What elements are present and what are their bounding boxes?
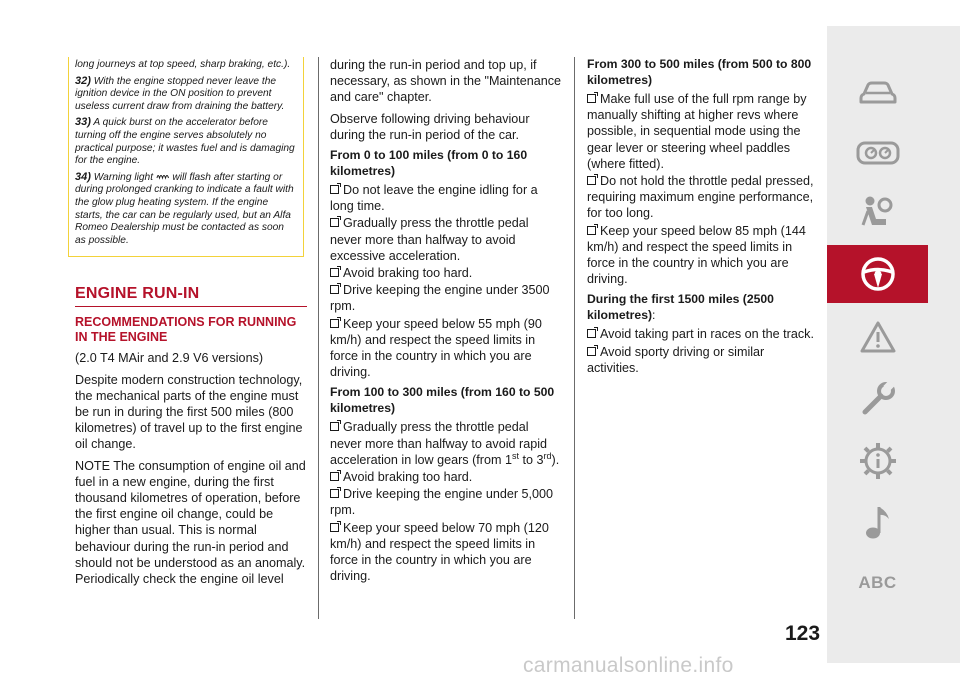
section-body	[75, 350, 307, 587]
versions-text: (2.0 T4 MAir and 2.9 V6 versions)	[75, 351, 264, 366]
checkbox-bullet-icon	[330, 218, 339, 227]
airbag-seat-icon	[858, 195, 898, 231]
sidebar-item-index[interactable]	[827, 554, 928, 612]
note-intro: long journeys at top speed, sharp braking, etc.).	[75, 59, 291, 70]
car-icon	[858, 80, 898, 106]
note-32-number: 32)	[75, 74, 91, 87]
glow-plug-warning-icon	[156, 172, 173, 182]
observe-text: Observe following driving behaviour during the run-in period of the car.	[330, 111, 530, 142]
list-item: Keep your speed below 70 mph (120 km/h) and respect the speed limits in force in the country in which you are driving.	[330, 520, 549, 584]
note-32	[75, 75, 297, 114]
heading-300-500: From 300 to 500 miles (from 500 to 800 kilometres)	[587, 57, 812, 87]
checkbox-bullet-icon	[587, 329, 596, 338]
list-item: Keep your speed below 55 mph (90 km/h) and respect the speed limits in force in the country in which you are driving.	[330, 316, 542, 380]
heading-100-300: From 100 to 300 miles (from 160 to 500 kilometres)	[330, 385, 555, 415]
note-34-post: will flash after starting or during prolonged cranking to indicate a fault with the glow plug heating system. If the engine starts, the car can be regularly used, but an Alfa Romeo Dealership must be contacted as soon as possible.	[75, 171, 294, 246]
heading-0-100: From 0 to 100 miles (from 0 to 160 kilometres)	[330, 148, 528, 178]
checkbox-bullet-icon	[330, 489, 339, 498]
list-item: Drive keeping the engine under 3500 rpm.	[330, 283, 550, 314]
list-item: Gradually press the throttle pedal never more than halfway to avoid rapid acceleration in low gears (from 1st to 3rd).	[330, 420, 560, 467]
sidebar-item-car[interactable]	[827, 64, 928, 122]
checkbox-bullet-icon	[330, 472, 339, 481]
section-title: ENGINE RUN-IN	[75, 285, 307, 307]
notes-box	[68, 57, 304, 257]
note-32-text: With the engine stopped never leave the ignition device in the ON position to prevent useless current draw from draining the battery.	[75, 75, 285, 112]
list-item: Avoid sporty driving or similar activities.	[587, 344, 765, 375]
checkbox-bullet-icon	[587, 226, 596, 235]
checkbox-bullet-icon	[330, 422, 339, 431]
checkbox-bullet-icon	[587, 94, 596, 103]
abc-label: ABC	[858, 573, 897, 592]
paragraph-1: Despite modern construction technology, the mechanical parts of the engine must be run in during the first 500 miles (800 kilometres) of travel up to the first engine oil change.	[75, 372, 303, 452]
paragraph-2: NOTE The consumption of engine oil and fuel in a new engine, during the first thousand kilometres of operation, before the first engine oil change, could be higher than usual. This is normal behaviour during the run-in period and should not be understood as an anomaly. Periodically check the engine oil level	[75, 458, 306, 586]
checkbox-bullet-icon	[587, 176, 596, 185]
heading-first-1500: During the first 1500 miles (2500 kilometres):	[587, 292, 774, 322]
sidebar-item-driving[interactable]	[827, 245, 928, 303]
column-divider-1	[318, 57, 319, 619]
column-1	[75, 57, 307, 592]
sidebar-item-multimedia[interactable]	[827, 493, 928, 551]
wrench-icon	[859, 380, 897, 418]
note-33	[75, 116, 297, 167]
list-item: Do not hold the throttle pedal pressed, requiring maximum engine performance, for too long.	[587, 174, 814, 221]
checkbox-bullet-icon	[330, 285, 339, 294]
page-number: 123	[785, 622, 821, 645]
gear-info-icon	[858, 441, 898, 481]
chapter-sidebar	[827, 26, 960, 663]
list-item: Gradually press the throttle pedal never more than halfway to avoid excessive acceleration.	[330, 216, 529, 263]
sidebar-item-technical[interactable]	[827, 432, 928, 490]
sidebar-item-instruments[interactable]	[827, 124, 928, 182]
checkbox-bullet-icon	[330, 268, 339, 277]
note-34-number: 34)	[75, 170, 91, 183]
music-note-icon	[863, 503, 893, 541]
list-item: Keep your speed below 85 mph (144 km/h) and respect the speed limits in force in the country in which you are driving.	[587, 223, 806, 287]
instrument-panel-icon	[856, 140, 900, 166]
list-item: Avoid braking too hard.	[330, 265, 562, 281]
column-2	[330, 57, 562, 585]
sidebar-item-safety[interactable]	[827, 184, 928, 242]
column-divider-2	[574, 57, 575, 619]
steering-wheel-icon	[859, 255, 897, 293]
note-33-text: A quick burst on the accelerator before turning off the engine serves absolutely no practical purpose; it wastes fuel and is damaging for the engine.	[75, 117, 295, 167]
list-item: Avoid braking too hard.	[330, 469, 562, 485]
checkbox-bullet-icon	[330, 319, 339, 328]
list-item: Do not leave the engine idling for a long time.	[330, 183, 538, 214]
list-item: Drive keeping the engine under 5,000 rpm.	[330, 487, 554, 518]
watermark: carmanualsonline.info	[523, 654, 734, 677]
column-3	[587, 57, 819, 377]
list-item: Make full use of the full rpm range by manually shifting at higher revs where possible, in sequential mode using the gear lever or steering wheel paddles (where fitted).	[587, 92, 807, 171]
note-33-number: 33)	[75, 116, 91, 129]
sidebar-item-maintenance[interactable]	[827, 370, 928, 428]
section-subtitle: RECOMMENDATIONS FOR RUNNING IN THE ENGINE	[75, 315, 297, 345]
checkbox-bullet-icon	[330, 523, 339, 532]
note-34	[75, 171, 297, 248]
sidebar-item-emergency[interactable]	[827, 308, 928, 366]
continuation-text: during the run-in period and top up, if necessary, as shown in the "Maintenance and care" chapter.	[330, 58, 562, 105]
note-34-pre: Warning light	[93, 171, 154, 183]
list-item: Avoid taking part in races on the track.	[587, 326, 819, 342]
checkbox-bullet-icon	[330, 185, 339, 194]
checkbox-bullet-icon	[587, 347, 596, 356]
warning-triangle-icon	[859, 320, 897, 354]
